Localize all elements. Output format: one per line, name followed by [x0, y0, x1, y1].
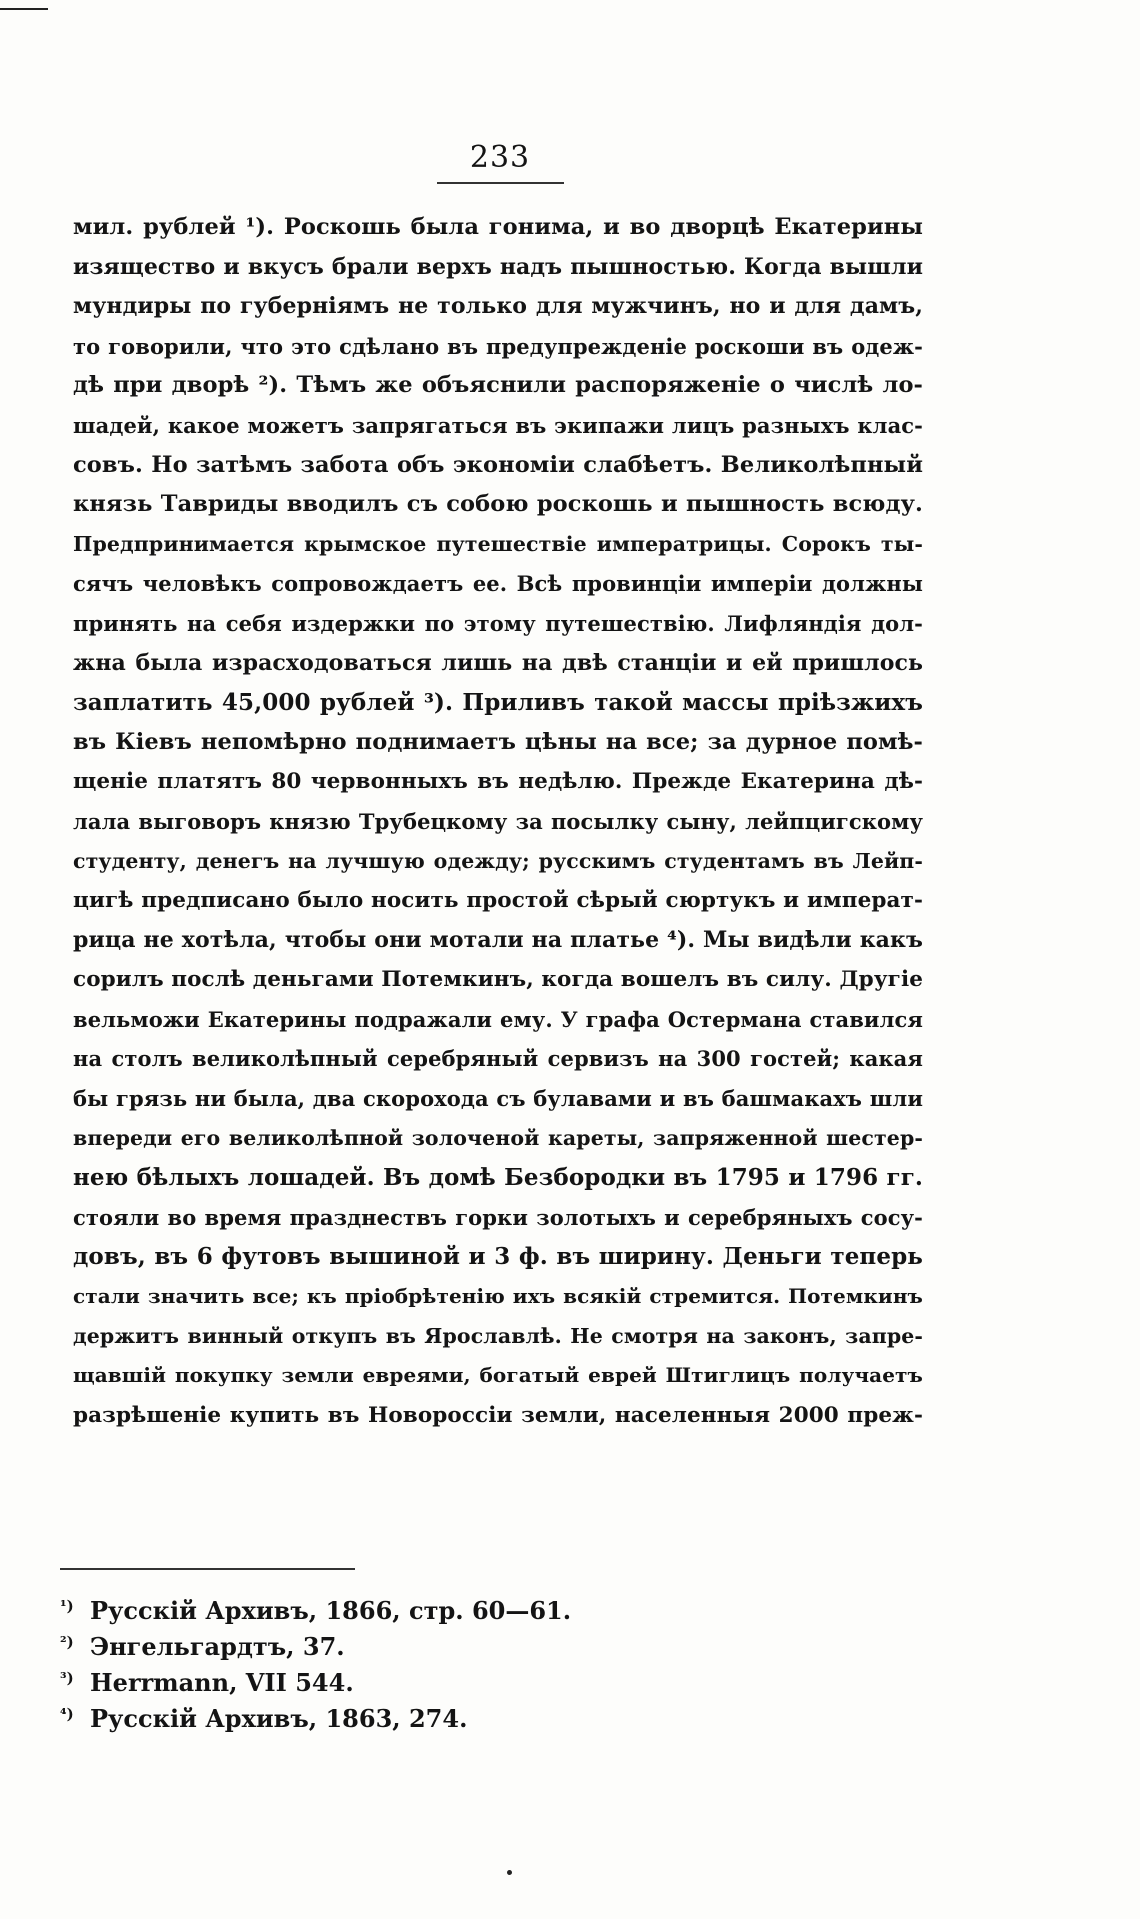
text-line: студенту, денегъ на лучшую одежду; русскимъ студентамъ въ Лейп- — [73, 848, 923, 873]
text-line: держитъ винный откупъ въ Ярославлѣ. Не смотря на законъ, запре- — [73, 1323, 923, 1348]
text-line: принять на себя издержки по этому путешествію. Лифляндія дол- — [73, 610, 923, 636]
footnote-text: Русскій Архивъ, 1863, 274. — [90, 1704, 468, 1733]
text-line: впереди его великолѣпной золоченой кареты, запряженной шестер- — [73, 1125, 923, 1150]
text-line: довъ, въ 6 футовъ вышиной и 3 ф. въ ширину. Деньги теперь — [73, 1243, 923, 1271]
text-line: бы грязь ни была, два скорохода съ булавами и въ башмакахъ шли — [73, 1086, 923, 1112]
text-line: стали значить все; къ пріобрѣтенію ихъ всякій стремится. Потемкинъ — [73, 1284, 923, 1309]
corner-mark-rule — [0, 8, 48, 10]
text-line: щеніе платятъ 80 червонныхъ въ недѣлю. Прежде Екатерина дѣ- — [73, 769, 923, 795]
text-line: Предпринимается крымское путешествіе императрицы. Сорокъ ты- — [73, 531, 923, 556]
text-line: нею бѣлыхъ лошадей. Въ домѣ Безбородки въ 1795 и 1796 гг. — [73, 1164, 923, 1192]
footnotes — [60, 1588, 571, 1732]
text-line: совъ. Но затѣмъ забота объ экономіи слабѣетъ. Великолѣпный — [73, 451, 923, 478]
text-line: вельможи Екатерины подражали ему. У графа Остермана ставился — [73, 1006, 923, 1032]
text-line: мил. рублей ¹). Роскошь была гонима, и во дворцѣ Екатерины — [73, 214, 923, 240]
print-speck — [507, 1870, 512, 1875]
text-line: князь Тавриды вводилъ съ собою роскошь и пышность всюду. — [73, 491, 923, 518]
text-line: шадей, какое можетъ запрягаться въ экипажи лицъ разныхъ клас- — [73, 412, 923, 438]
footnote-marker: ²) — [60, 1633, 74, 1651]
footnote — [60, 1660, 571, 1696]
text-line: дѣ при дворѣ ²). Тѣмъ же объяснили распоряженіе о числѣ ло- — [73, 372, 923, 399]
text-line: жна была израсходоваться лишь на двѣ станціи и ей пришлось — [73, 649, 923, 676]
text-line: сорилъ послѣ деньгами Потемкинъ, когда вошелъ въ силу. Другіе — [73, 967, 923, 993]
text-line: стояли во время празднествъ горки золотыхъ и серебряныхъ сосу- — [73, 1204, 923, 1230]
text-line: разрѣшеніе купить въ Новороссіи земли, населенныя 2000 преж- — [73, 1402, 923, 1428]
body-text — [73, 208, 923, 1435]
footnote-marker: ³) — [60, 1669, 74, 1687]
text-line: сячъ человѣкъ сопровождаетъ ее. Всѣ провинціи имперіи должны — [73, 571, 923, 597]
text-line: цигѣ предписано было носить простой сѣрый сюртукъ и императ- — [73, 888, 923, 914]
page-number: 233 — [469, 140, 531, 175]
footnote-text: Русскій Архивъ, 1866, стр. 60—61. — [90, 1596, 572, 1625]
footnote-separator — [60, 1568, 355, 1570]
text-line: заплатить 45,000 рублей ³). Приливъ такой массы пріѣзжихъ — [73, 689, 923, 717]
text-line: рица не хотѣла, чтобы они мотали на платье ⁴). Мы видѣли какъ — [73, 926, 923, 953]
footnote-marker: ⁴) — [60, 1705, 74, 1723]
text-line: на столъ великолѣпный серебряный сервизъ на 300 гостей; какая — [73, 1046, 923, 1072]
footnote — [60, 1588, 571, 1624]
text-line: лала выговоръ князю Трубецкому за посылку сыну, лейпцигскому — [73, 808, 923, 834]
text-line: щавшій покупку земли евреями, богатый еврей Штиглицъ получаетъ — [73, 1363, 923, 1388]
header-rule — [437, 182, 564, 184]
text-line: то говорили, что это сдѣлано въ предупрежденіе роскоши въ одеж- — [73, 333, 923, 359]
text-line: мундиры по губерніямъ не только для мужчинъ, но и для дамъ, — [73, 293, 923, 320]
text-line: изящество и вкусъ брали верхъ надъ пышностью. Когда вышли — [73, 253, 923, 280]
text-line: въ Кіевъ непомѣрно поднимаетъ цѣны на все; за дурное помѣ- — [73, 728, 923, 755]
footnote-marker: ¹) — [60, 1597, 74, 1615]
footnote-text: Herrmann, VII 544. — [90, 1668, 354, 1697]
footnote-text: Энгельгардтъ, 37. — [90, 1632, 345, 1661]
footnote — [60, 1696, 571, 1732]
footnote — [60, 1624, 571, 1660]
